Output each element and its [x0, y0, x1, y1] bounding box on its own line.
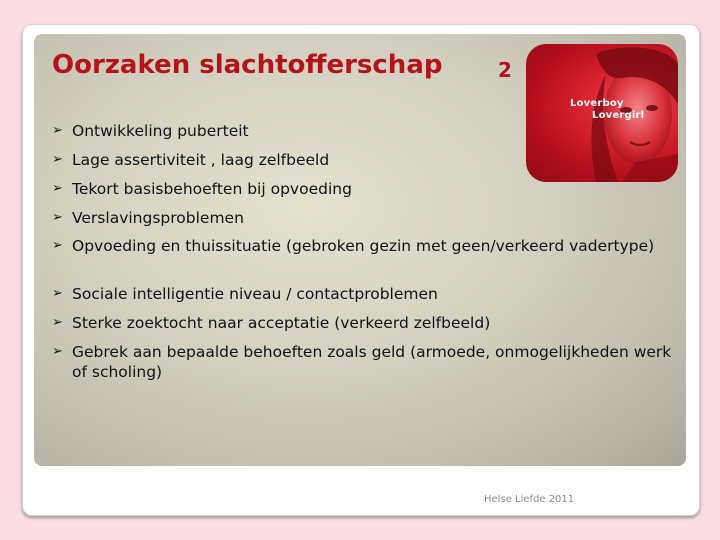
bullet-text: Tekort basisbehoeften bij opvoeding [72, 180, 352, 198]
bullet-item [52, 236, 672, 256]
bullet-text: Lage assertiviteit , laag zelfbeeld [72, 151, 330, 169]
bullet-text: Sociale intelligentie niveau / contactproblemen [72, 285, 438, 303]
slide-footer: Helse Liefde 2011 [484, 494, 575, 505]
bullet-text: Opvoeding en thuissituatie (gebroken gezin met geen/verkeerd vadertype) [72, 237, 655, 255]
bullet-item [52, 313, 672, 333]
bullet-text: Sterke zoektocht naar acceptatie (verkeerd zelfbeeld) [72, 314, 491, 332]
bullet-item [52, 179, 672, 199]
bullet-text: Ontwikkeling puberteit [72, 122, 249, 140]
poster-caption-loverboy: Loverboy [570, 98, 624, 109]
slide-title: Oorzaken slachtofferschap [52, 50, 443, 80]
bullet-item [52, 150, 672, 170]
bullet-item [52, 342, 672, 382]
bullet-text: Verslavingsproblemen [72, 209, 244, 227]
arrowhead-bullet-icon: ➢ [52, 286, 63, 301]
bullet-item [52, 121, 672, 141]
arrowhead-bullet-icon: ➢ [52, 210, 63, 225]
bullet-text: Gebrek aan bepaalde behoeften zoals geld (armoede, onmogelijkheden werk of scholing) [72, 343, 672, 381]
arrowhead-bullet-icon: ➢ [52, 152, 63, 167]
arrowhead-bullet-icon: ➢ [52, 315, 63, 330]
poster-caption-lovergirl: Lovergirl [592, 110, 645, 121]
arrowhead-bullet-icon: ➢ [52, 238, 63, 253]
arrowhead-bullet-icon: ➢ [52, 344, 63, 359]
slide-number: 2 [498, 58, 512, 82]
arrowhead-bullet-icon: ➢ [52, 181, 63, 196]
bullet-item [52, 284, 672, 304]
bullet-item [52, 208, 672, 228]
arrowhead-bullet-icon: ➢ [52, 123, 63, 138]
